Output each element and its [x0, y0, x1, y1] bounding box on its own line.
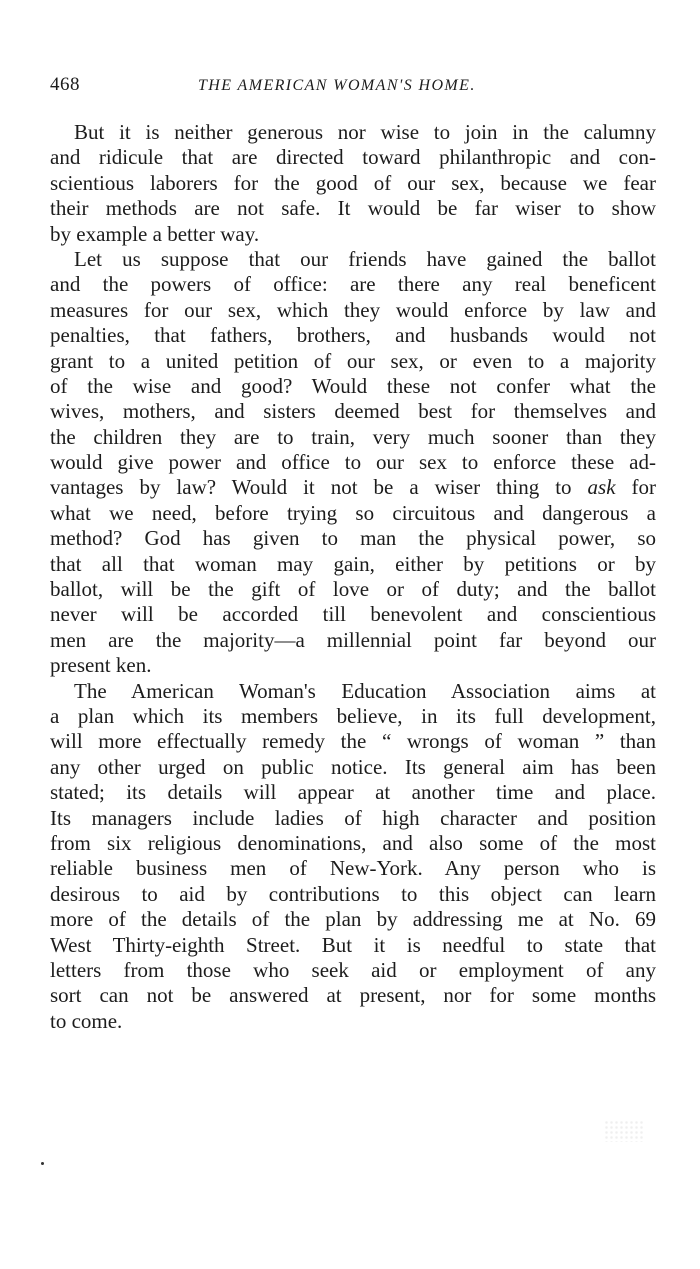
text-line: West Thirty-eighth Street. But it is needful to state that [50, 932, 656, 957]
paragraph [50, 120, 656, 247]
text-line: will more effectually remedy the “ wrongs of woman ” than [50, 729, 656, 754]
text-line: reliable business men of New-York. Any person who is [50, 856, 656, 881]
text-line: desirous to aid by contributions to this object can learn [50, 881, 656, 906]
text-line: and the powers of office: are there any real beneficent [50, 272, 656, 297]
body-text [50, 120, 656, 1034]
text-line: vantages by law? Would it not be a wiser thing to ask for [50, 475, 656, 500]
text-line: men are the majority—a millennial point far beyond our [50, 627, 656, 652]
text-line: what we need, before trying so circuitous and dangerous a [50, 500, 656, 525]
text-line: and ridicule that are directed toward philanthropic and con- [50, 145, 656, 170]
text-line: But it is neither generous nor wise to join in the calumny [74, 120, 656, 144]
text-line: method? God has given to man the physical power, so [50, 526, 656, 551]
text-line: letters from those who seek aid or employment of any [50, 957, 656, 982]
text-line: sort can not be answered at present, nor for some months [50, 983, 656, 1008]
text-line: would give power and office to our sex to enforce these ad- [50, 450, 656, 475]
text-line: their methods are not safe. It would be far wiser to show [50, 196, 656, 221]
text-line: to come. [50, 1008, 123, 1033]
text-line: the children they are to train, very much sooner than they [50, 424, 656, 449]
text-line: Let us suppose that our friends have gained the ballot [74, 246, 656, 271]
faint-smudge [604, 1120, 644, 1142]
text-line: from six religious denominations, and also some of the most [50, 830, 656, 855]
paragraph [50, 247, 656, 679]
ink-speck [41, 1162, 44, 1165]
text-line: by example a better way. [50, 221, 260, 246]
text-line: penalties, that fathers, brothers, and husbands would not [50, 323, 656, 348]
text-line: more of the details of the plan by addressing me at No. 69 [50, 907, 656, 932]
page-number: 468 [50, 74, 80, 95]
book-page [50, 74, 656, 1034]
paragraph [50, 679, 656, 1034]
text-line: grant to a united petition of our sex, or even to a majority [50, 348, 656, 373]
running-title: THE AMERICAN WOMAN'S HOME. [198, 77, 476, 94]
running-head [50, 74, 656, 102]
text-line: ballot, will be the gift of love or of duty; and the ballot [50, 577, 656, 602]
text-line: scientious laborers for the good of our sex, because we fear [50, 170, 656, 195]
text-line: wives, mothers, and sisters deemed best for themselves and [50, 399, 656, 424]
text-line: present ken. [50, 653, 152, 678]
text-line: Its managers include ladies of high character and position [50, 805, 656, 830]
text-line: a plan which its members believe, in its full development, [50, 703, 656, 728]
text-line: of the wise and good? Would these not confer what the [50, 373, 656, 398]
text-line: stated; its details will appear at another time and place. [50, 780, 656, 805]
text-line: never will be accorded till benevolent and conscientious [50, 602, 656, 627]
text-line: The American Woman's Education Association aims at [74, 678, 656, 703]
text-line: measures for our sex, which they would enforce by law and [50, 297, 656, 322]
text-line: that all that woman may gain, either by petitions or by [50, 551, 656, 576]
text-line: any other urged on public notice. Its general aim has been [50, 754, 656, 779]
